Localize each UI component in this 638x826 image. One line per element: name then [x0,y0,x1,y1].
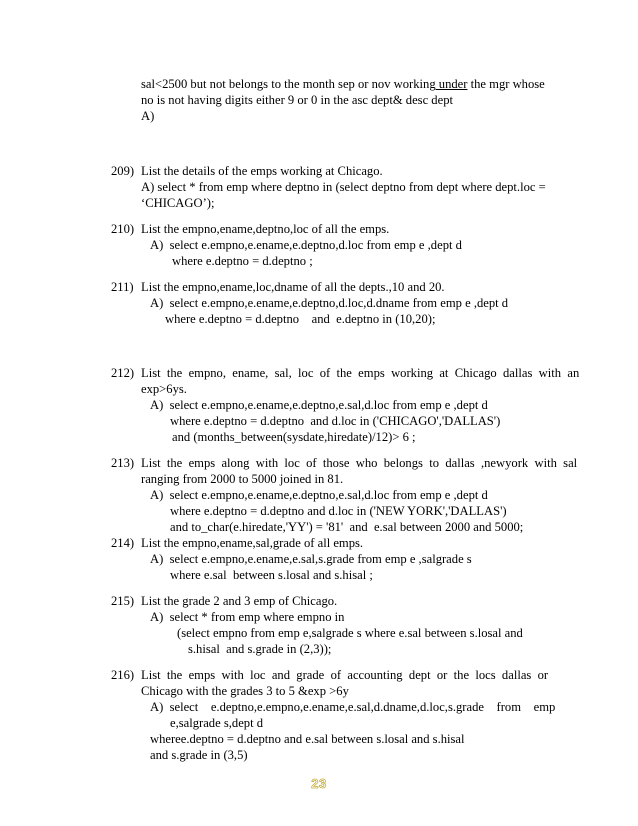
answer-215-line-1: A) select * from emp where empno in [150,610,345,624]
question-212-text-line-2: exp>6ys. [141,382,187,396]
question-212-number: 212) [111,366,135,380]
answer-211-line-1: A) select e.empno,e.ename,e.deptno,d.loc,d.dname from emp e ,dept d [150,296,509,310]
answer-212-line-1: A) select e.empno,e.ename,e.deptno,e.sal,d.loc from emp e ,dept d [150,398,488,412]
question-211-text: List the empno,ename,loc,dname of all the depts.,10 and 20. [141,280,445,294]
answer-214-line-2: where e.sal between s.losal and s.hisal ; [170,568,373,582]
continuation-line-2: no is not having digits either 9 or 0 in the asc dept& desc dept [141,93,453,107]
answer-213-line-2: where e.deptno = d.deptno and d.loc in ('NEW YORK','DALLAS') [170,504,507,518]
answer-214-line-1: A) select e.empno,e.ename,e.sal,s.grade from emp e ,salgrade s [150,552,472,566]
answer-209-line-2: ‘CHICAGO’); [141,196,215,210]
answer-212-line-3: and (months_between(sysdate,hiredate)/12)> 6 ; [172,430,416,444]
answer-211-line-2: where e.deptno = d.deptno and e.deptno in (10,20); [165,312,436,326]
question-211-number: 211) [111,280,134,294]
answer-216-line-3: wheree.deptno = d.deptno and e.sal between s.losal and s.hisal [150,732,465,746]
continuation-line-1: sal<2500 but not belongs to the month sep or nov working under the mgr whose [141,77,545,91]
question-215-text: List the grade 2 and 3 emp of Chicago. [141,594,338,608]
answer-216-line-2: e,salgrade s,dept d [170,716,264,730]
question-212-text-line-1: List the empno, ename, sal, loc of the emps working at Chicago dallas with an [141,366,580,380]
question-216-text-line-2: Chicago with the grades 3 to 5 &exp >6y [141,684,349,698]
page-number: 23 [311,776,327,791]
question-213-text-line-2: ranging from 2000 to 5000 joined in 81. [141,472,344,486]
answer-215-line-3: s.hisal and s.grade in (2,3)); [188,642,332,656]
question-213-number: 213) [111,456,135,470]
question-209-number: 209) [111,164,135,178]
question-210-number: 210) [111,222,135,236]
answer-216-line-4: and s.grade in (3,5) [150,748,248,762]
question-214-text: List the empno,ename,sal,grade of all emps. [141,536,364,550]
question-216-text-line-1: List the emps with loc and grade of accounting dept or the locs dallas or [141,668,549,682]
question-216-number: 216) [111,668,135,682]
question-210-text: List the empno,ename,deptno,loc of all the emps. [141,222,390,236]
answer-210-line-1: A) select e.empno,e.ename,e.deptno,d.loc from emp e ,dept d [150,238,462,252]
question-215-number: 215) [111,594,135,608]
question-213-text-line-1: List the emps along with loc of those who belongs to dallas ,newyork with sal [141,456,578,470]
answer-212-line-2: where e.deptno = d.deptno and d.loc in ('CHICAGO','DALLAS') [170,414,501,428]
answer-209-line-1: A) select * from emp where deptno in (select deptno from dept where dept.loc = [141,180,546,194]
answer-215-line-2: (select empno from emp e,salgrade s where e.sal between s.losal and [177,626,523,640]
answer-216-line-1: A) select e.deptno,e.empno,e.ename,e.sal,d.dname,d.loc,s.grade from emp [150,700,556,714]
answer-213-line-3: and to_char(e.hiredate,'YY') = '81' and e.sal between 2000 and 5000; [170,520,524,534]
continuation-answer-label: A) [141,109,155,123]
answer-210-line-2: where e.deptno = d.deptno ; [172,254,313,268]
question-214-number: 214) [111,536,135,550]
question-209-text: List the details of the emps working at Chicago. [141,164,383,178]
answer-213-line-1: A) select e.empno,e.ename,e.deptno,e.sal,d.loc from emp e ,dept d [150,488,488,502]
